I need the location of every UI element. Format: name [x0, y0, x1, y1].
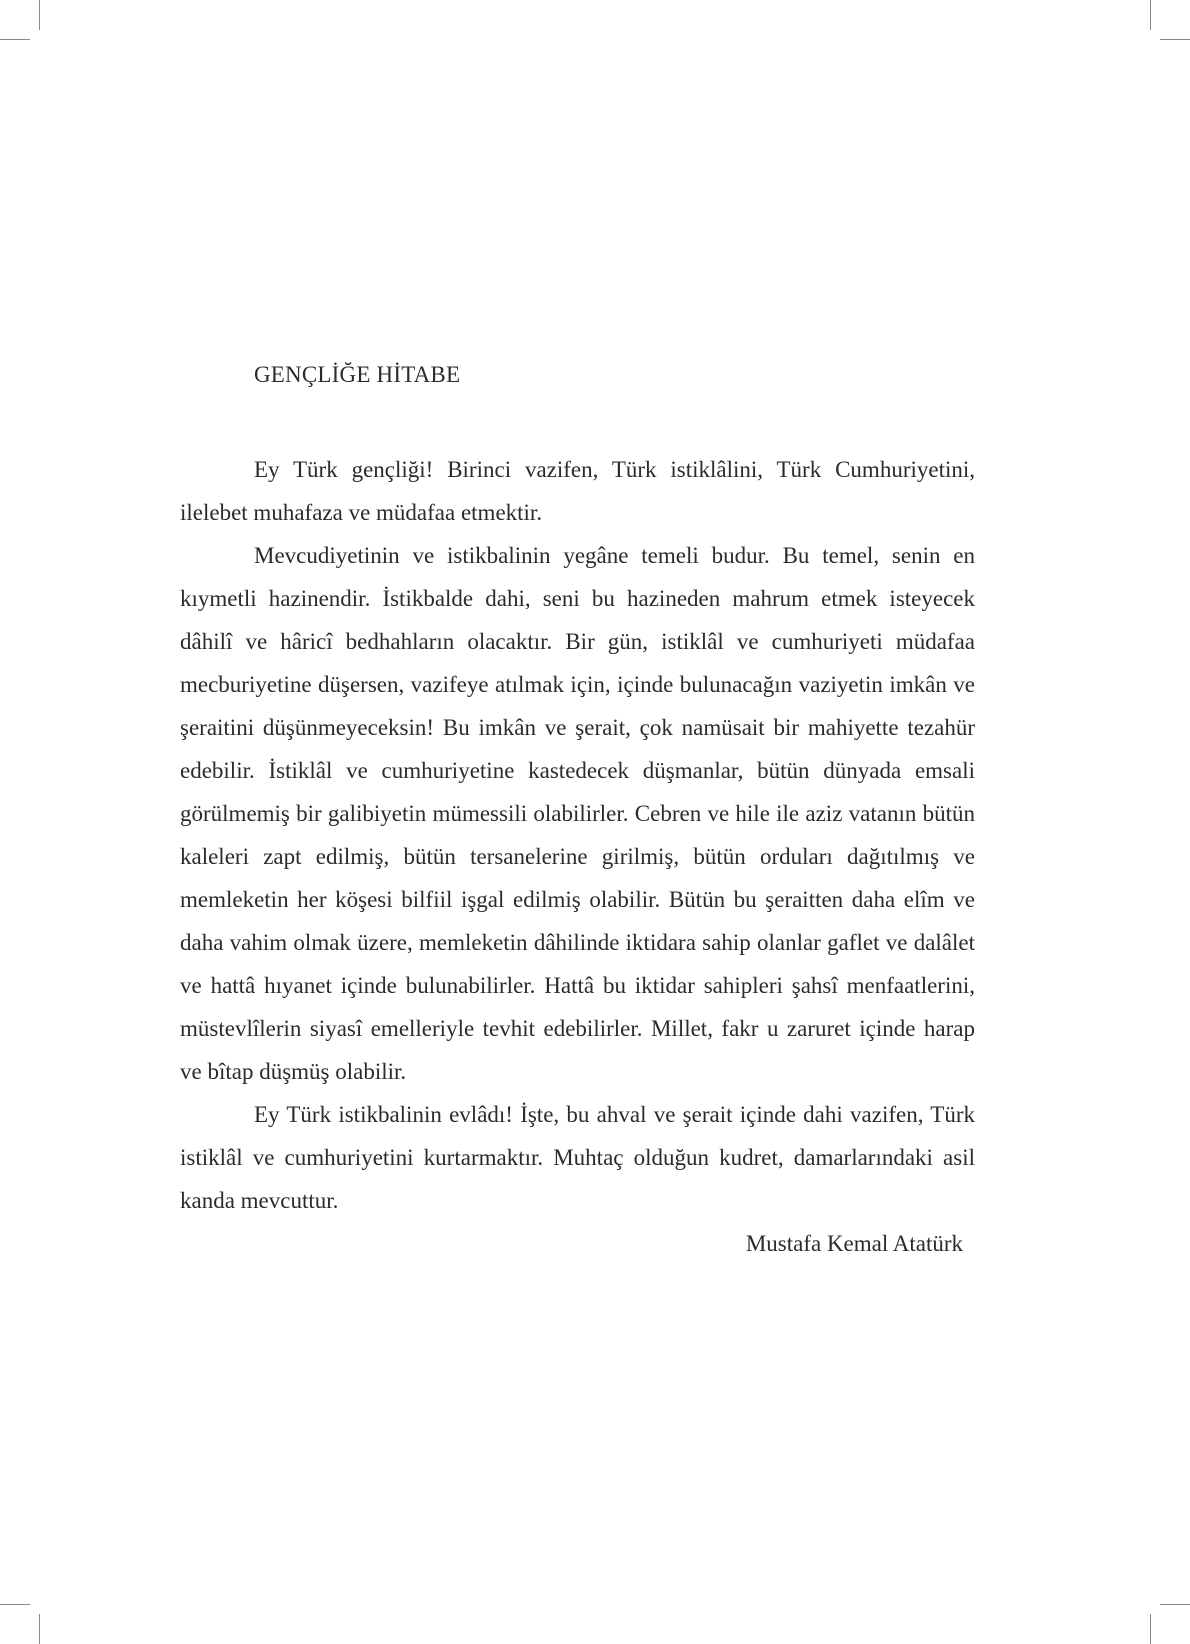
crop-mark-top-right-vertical — [1150, 0, 1151, 30]
crop-mark-bottom-right-horizontal — [1160, 1604, 1190, 1605]
crop-mark-bottom-left-horizontal — [0, 1604, 30, 1605]
paragraph-2: Mevcudiyetinin ve istikbalinin yegâne temeli budur. Bu temel, senin en kıymetli hazinendir. İstikbalde dahi, seni bu hazineden mahrum etmek isteyecek dâhilî ve hâricî bedhahların olacaktır. Bir gün, istiklâl ve cumhuriyeti müdafaa mecburiyetine düşersen, vazifeye atılmak için, içinde bulunacağın vaziyetin imkân ve şeraitini düşünmeyeceksin! Bu imkân ve şerait, çok namüsait bir mahiyette tezahür edebilir. İstiklâl ve cumhuriyetine kastedecek düşmanlar, bütün dünyada emsali görülmemiş bir galibiyetin mümessili olabilirler. Cebren ve hile ile aziz vatanın bütün kaleleri zapt edilmiş, bütün tersanelerine girilmiş, bütün orduları dağıtılmış ve memleketin her köşesi bilfiil işgal edilmiş olabilir. Bütün bu şeraitten daha elîm ve daha vahim olmak üzere, memleketin dâhilinde iktidara sahip olanlar gaflet ve dalâlet ve hattâ hıyanet içinde bulunabilirler. Hattâ bu iktidar sahipleri şahsî menfaatlerini, müstevlîlerin siyasî emelleriyle tevhit edebilirler. Millet, fakr u zaruret içinde harap ve bîtap düşmüş olabilir. — [180, 543, 975, 1084]
page-title: GENÇLİĞE HİTABE — [254, 362, 461, 387]
crop-mark-top-right-horizontal — [1160, 39, 1190, 40]
signature: Mustafa Kemal Atatürk — [745, 1231, 963, 1256]
paragraph-1: Ey Türk gençliği! Birinci vazifen, Türk istiklâlini, Türk Cumhuriyetini, ilelebet muhafaza ve müdafaa etmektir. — [180, 457, 975, 525]
crop-mark-bottom-right-vertical — [1150, 1614, 1151, 1644]
crop-mark-top-left-horizontal — [0, 39, 30, 40]
paragraph-3: Ey Türk istikbalinin evlâdı! İşte, bu ahval ve şerait içinde dahi vazifen, Türk istiklâl ve cumhuriyetini kurtarmaktır. Muhtaç olduğun kudret, damarlarındaki asil kanda mevcuttur. — [180, 1102, 975, 1213]
page-content — [180, 360, 975, 1265]
crop-mark-bottom-left-vertical — [39, 1614, 40, 1644]
crop-mark-top-left-vertical — [39, 0, 40, 30]
